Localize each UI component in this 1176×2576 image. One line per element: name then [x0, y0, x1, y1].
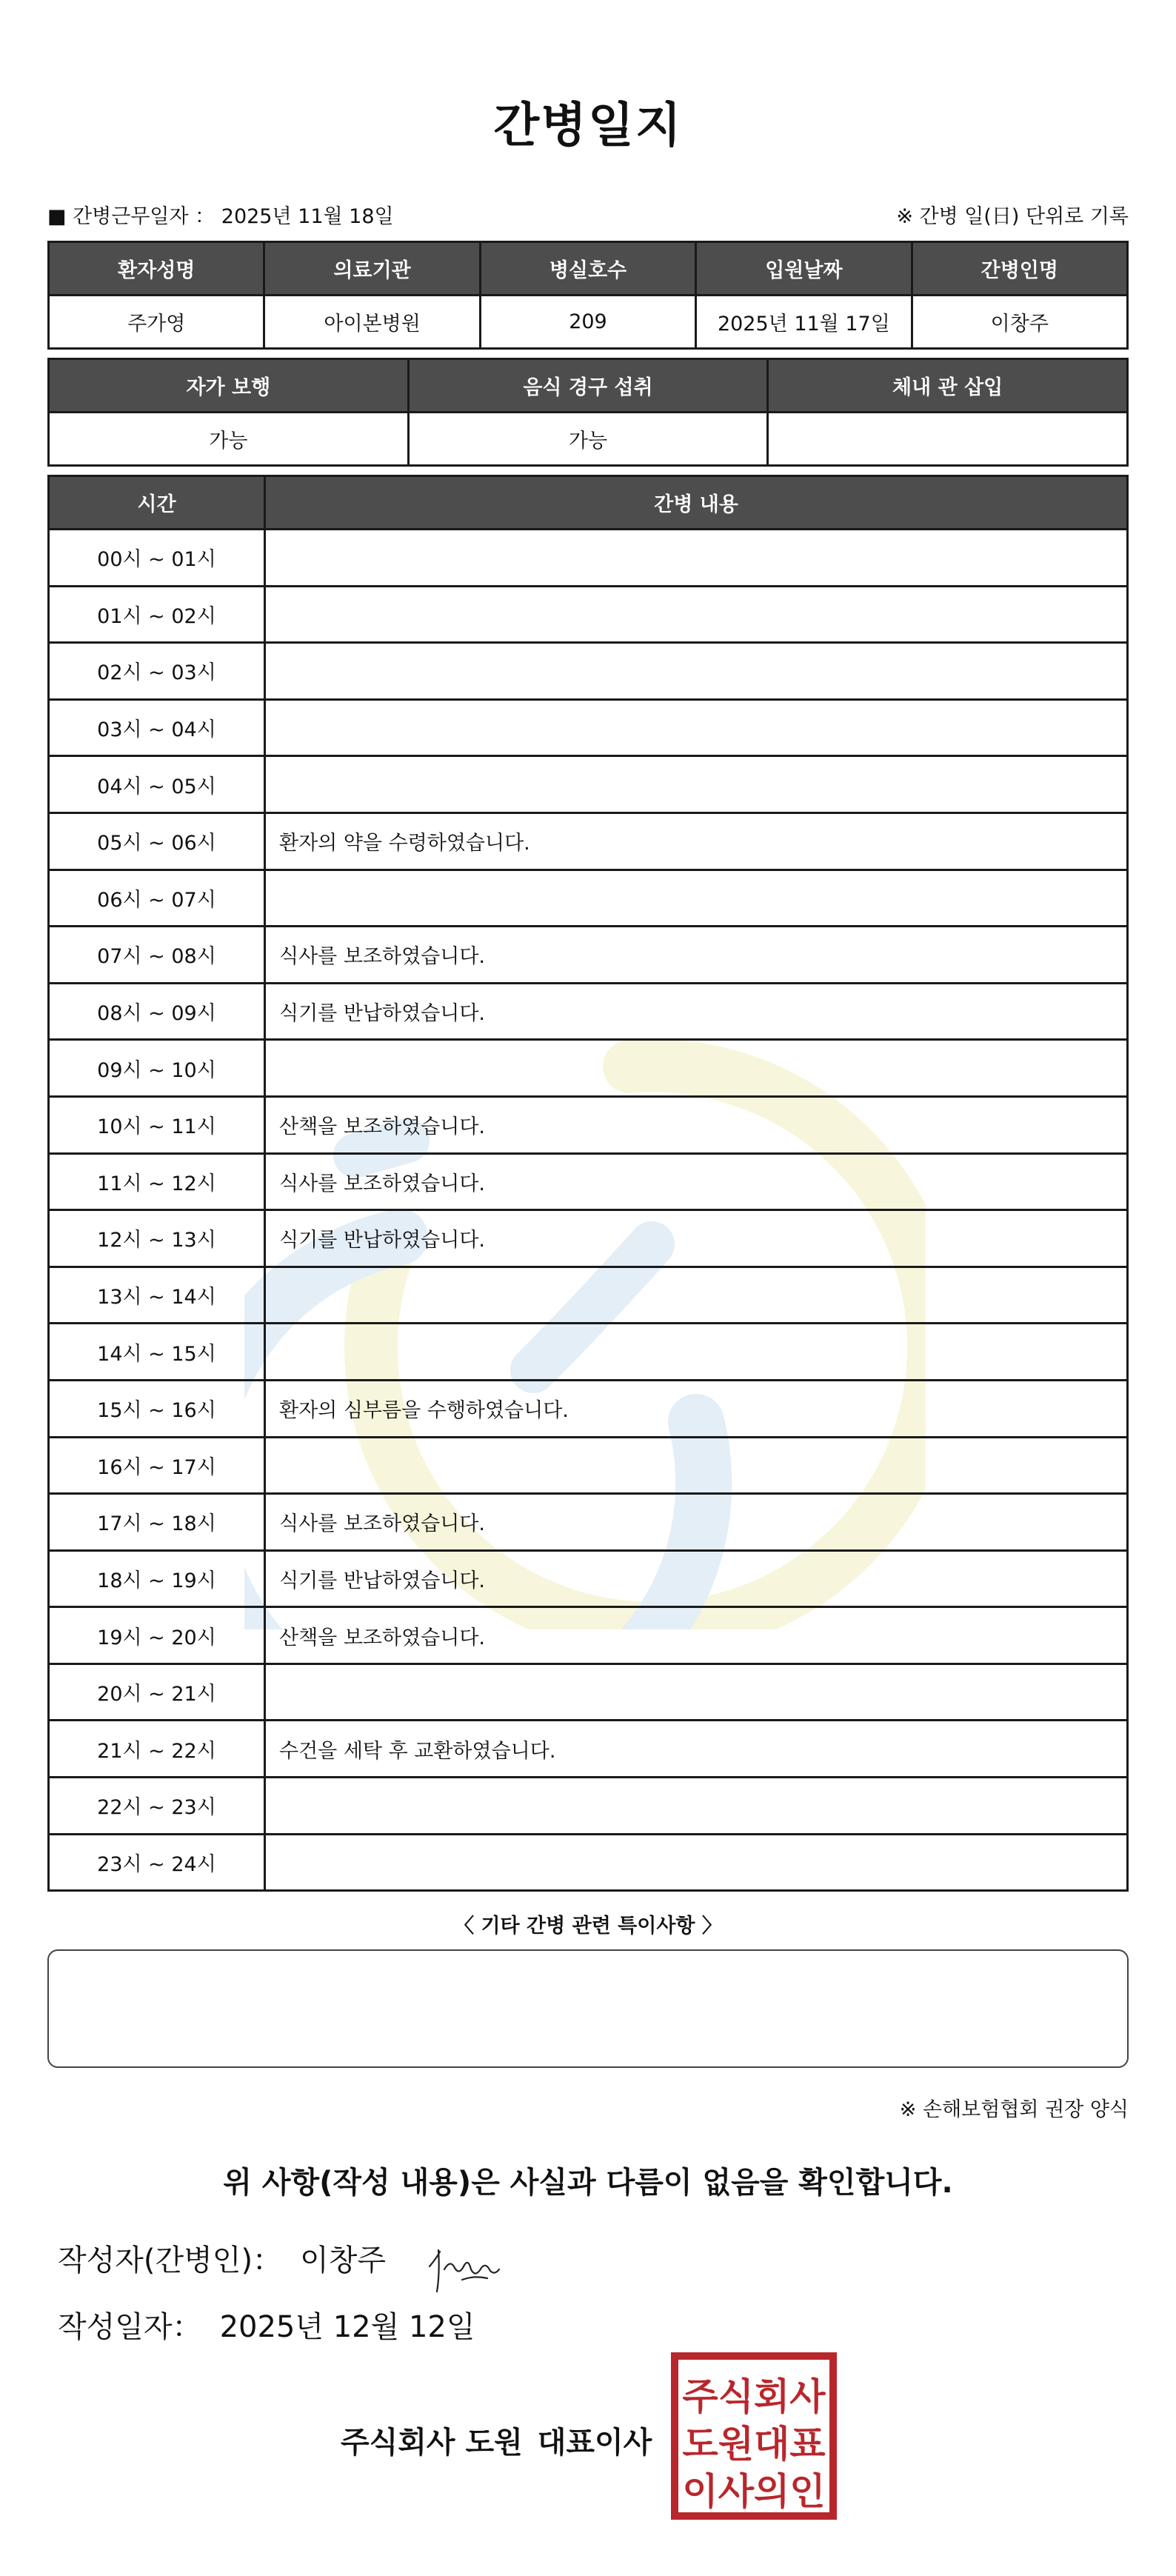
header-caregiver: 간병인명	[912, 242, 1127, 296]
table-row	[49, 870, 1128, 927]
header-oral-intake: 음식 경구 섭취	[408, 359, 768, 413]
care-content	[265, 870, 1128, 927]
table-row	[49, 643, 1128, 700]
care-content	[265, 1040, 1128, 1097]
ability-table-header-row	[49, 359, 1128, 413]
care-content	[265, 699, 1128, 756]
table-row	[49, 1721, 1128, 1778]
writer-name: 이창주	[300, 2243, 386, 2278]
time-slot: 06시 ~ 07시	[49, 870, 265, 927]
confirmation-statement: 위 사항(작성 내용)은 사실과 다름이 없음을 확인합니다.	[223, 2166, 953, 2200]
header-self-walking: 자가 보행	[49, 359, 409, 413]
time-slot: 03시 ~ 04시	[49, 699, 265, 756]
header-room: 병실호수	[480, 242, 695, 296]
form-note: ※ 손해보험협회 권장 양식	[899, 2098, 1129, 2121]
tube-insertion-value	[768, 413, 1128, 466]
patient-name-value: 주가영	[49, 296, 264, 349]
header-patient-name: 환자성명	[49, 242, 264, 296]
table-row	[49, 1096, 1128, 1153]
time-slot: 10시 ~ 11시	[49, 1096, 265, 1153]
care-content: 환자의 약을 수령하였습니다.	[265, 812, 1128, 870]
time-slot: 08시 ~ 09시	[49, 983, 265, 1040]
care-content: 식기를 반납하였습니다.	[265, 1550, 1128, 1607]
table-row	[49, 927, 1128, 984]
ability-table-value-row	[49, 413, 1128, 466]
table-row	[49, 1494, 1128, 1551]
header-admission-date: 입원날짜	[696, 242, 912, 296]
time-slot: 07시 ~ 08시	[49, 927, 265, 984]
care-content: 식사를 보조하였습니다.	[265, 1153, 1128, 1210]
care-content: 식기를 반납하였습니다.	[265, 983, 1128, 1040]
handwritten-signature	[422, 2237, 511, 2296]
table-row	[49, 1778, 1128, 1835]
work-date-label: ■ 간병근무일자 ：	[47, 205, 216, 228]
care-content	[265, 1834, 1128, 1891]
table-row	[49, 699, 1128, 756]
patient-table-value-row	[49, 296, 1128, 349]
hospital-value: 아이본병원	[264, 296, 480, 349]
company-ceo-title: 대표이사	[537, 2426, 652, 2460]
table-row	[49, 812, 1128, 870]
table-row	[49, 1040, 1128, 1097]
time-slot: 14시 ~ 15시	[49, 1324, 265, 1381]
table-row	[49, 1550, 1128, 1607]
table-row	[49, 530, 1128, 587]
written-date-line	[58, 2303, 475, 2346]
table-row	[49, 1437, 1128, 1494]
table-row	[49, 1324, 1128, 1381]
company-signature-line	[341, 2419, 652, 2461]
oral-intake-value: 가능	[408, 413, 768, 466]
time-slot: 15시 ~ 16시	[49, 1380, 265, 1437]
care-content: 수건을 세탁 후 교환하였습니다.	[265, 1721, 1128, 1778]
time-slot: 18시 ~ 19시	[49, 1550, 265, 1607]
ability-table	[47, 358, 1129, 467]
table-row	[49, 1153, 1128, 1210]
written-date-value: 2025년 12월 12일	[219, 2310, 475, 2344]
care-content	[265, 1324, 1128, 1381]
writer-label: 작성자(간병인)：	[58, 2243, 283, 2278]
header-time: 시간	[49, 476, 265, 530]
table-row	[49, 756, 1128, 813]
time-slot: 17시 ~ 18시	[49, 1494, 265, 1551]
written-date-label: 작성일자：	[58, 2310, 202, 2344]
room-value: 209	[480, 296, 695, 349]
table-row	[49, 1834, 1128, 1891]
time-slot: 01시 ~ 02시	[49, 586, 265, 643]
care-content: 식기를 반납하였습니다.	[265, 1210, 1128, 1267]
time-slot: 16시 ~ 17시	[49, 1437, 265, 1494]
table-row	[49, 1380, 1128, 1437]
table-row	[49, 1664, 1128, 1721]
care-content	[265, 643, 1128, 700]
header-hospital: 의료기관	[264, 242, 480, 296]
care-content: 산책을 보조하였습니다.	[265, 1607, 1128, 1664]
info-line	[47, 200, 1129, 230]
care-content	[265, 1437, 1128, 1494]
time-slot: 02시 ~ 03시	[49, 643, 265, 700]
company-name: 주식회사 도원	[341, 2426, 523, 2460]
table-row	[49, 1607, 1128, 1664]
table-row	[49, 586, 1128, 643]
record-unit-note: ※ 간병 일(日) 단위로 기록	[896, 205, 1129, 228]
time-slot: 00시 ~ 01시	[49, 530, 265, 587]
care-log-body	[49, 530, 1128, 1891]
time-slot: 21시 ~ 22시	[49, 1721, 265, 1778]
table-row	[49, 1210, 1128, 1267]
writer-line	[58, 2237, 386, 2279]
care-log-header-row	[49, 476, 1128, 530]
svg-text:주식회사: 주식회사	[682, 2375, 826, 2418]
patient-info-table	[47, 241, 1129, 350]
special-notes-box	[47, 1949, 1129, 2068]
time-slot: 23시 ~ 24시	[49, 1834, 265, 1891]
time-slot: 13시 ~ 14시	[49, 1267, 265, 1324]
svg-text:도원대표: 도원대표	[682, 2423, 826, 2466]
work-date	[47, 200, 394, 229]
care-log-table	[47, 475, 1129, 1892]
time-slot: 04시 ~ 05시	[49, 756, 265, 813]
care-content: 환자의 심부름을 수행하였습니다.	[265, 1380, 1128, 1437]
header-care-content: 간병 내용	[265, 476, 1128, 530]
time-slot: 09시 ~ 10시	[49, 1040, 265, 1097]
time-slot: 05시 ~ 06시	[49, 812, 265, 870]
care-content: 식사를 보조하였습니다.	[265, 927, 1128, 984]
care-content: 식사를 보조하였습니다.	[265, 1494, 1128, 1551]
table-row	[49, 983, 1128, 1040]
care-content: 산책을 보조하였습니다.	[265, 1096, 1128, 1153]
care-content	[265, 1664, 1128, 1721]
care-content	[265, 756, 1128, 813]
care-content	[265, 1267, 1128, 1324]
special-notes-title: 〈 기타 간병 관련 특이사항 〉	[454, 1915, 722, 1938]
work-date-value: 2025년 11월 18일	[221, 205, 394, 228]
svg-text:이사의인: 이사의인	[682, 2470, 826, 2513]
care-content	[265, 1778, 1128, 1835]
table-row	[49, 1267, 1128, 1324]
admission-date-value: 2025년 11월 17일	[696, 296, 912, 349]
company-seal-stamp	[670, 2352, 838, 2520]
time-slot: 12시 ~ 13시	[49, 1210, 265, 1267]
care-content	[265, 530, 1128, 587]
care-content	[265, 586, 1128, 643]
caregiver-value: 이창주	[912, 296, 1127, 349]
page-title: 간병일지	[493, 99, 683, 153]
time-slot: 19시 ~ 20시	[49, 1607, 265, 1664]
time-slot: 20시 ~ 21시	[49, 1664, 265, 1721]
time-slot: 11시 ~ 12시	[49, 1153, 265, 1210]
self-walking-value: 가능	[49, 413, 409, 466]
header-tube-insertion: 체내 관 삽입	[768, 359, 1128, 413]
time-slot: 22시 ~ 23시	[49, 1778, 265, 1835]
patient-table-header-row	[49, 242, 1128, 296]
